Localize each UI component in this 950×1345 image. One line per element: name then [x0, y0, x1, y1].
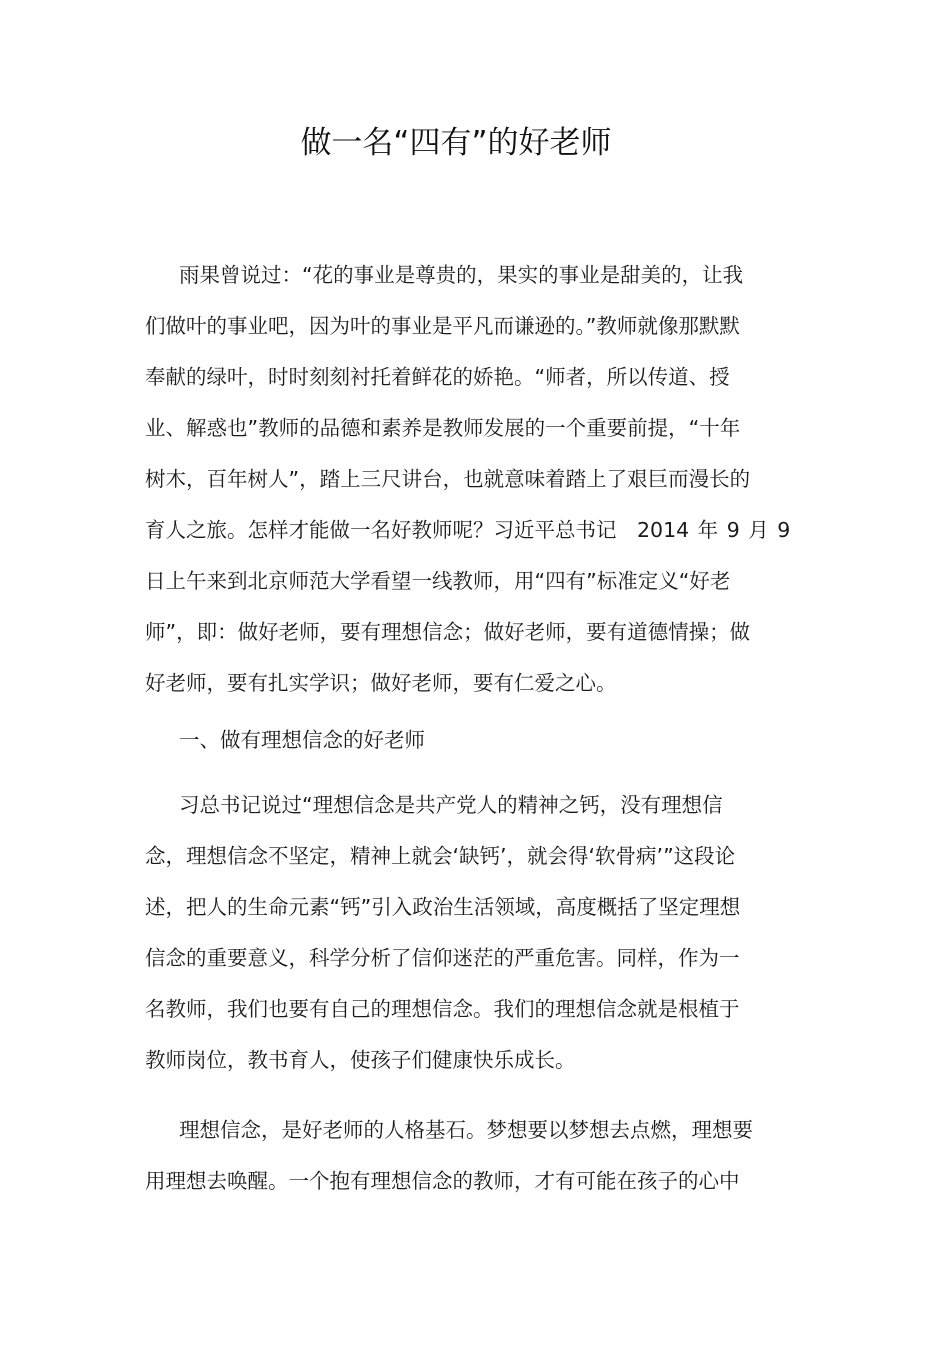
paragraph-line: 用理想去唤醒。一个抱有理想信念的教师，才有可能在孩子的心中 [145, 1169, 740, 1193]
paragraph-line: 信念的重要意义，科学分析了信仰迷茫的严重危害。同样，作为一 [145, 946, 740, 970]
paragraph-ideals [145, 1105, 825, 1207]
paragraph-line: 日上午来到北京师范大学看望一线教师，用“四有”标准定义“好老 [145, 569, 731, 593]
paragraph-line: 教师岗位，教书育人，使孩子们健康快乐成长。 [145, 1048, 576, 1072]
paragraph-line: 奉献的绿叶，时时刻刻衬托着鲜花的娇艳。“师者，所以传道、授 [145, 365, 730, 389]
paragraph-line: 理想信念，是好老师的人格基石。梦想要以梦想去点燃，理想要 [179, 1118, 753, 1142]
paragraph-line: 习总书记说过“理想信念是共产党人的精神之钙，没有理想信 [179, 793, 723, 817]
paragraph-line: 育人之旅。怎样才能做一名好教师呢？习近平总书记 2014 年 9 月 9 [145, 518, 791, 542]
paragraph-line: 业、解惑也”教师的品德和素养是教师发展的一个重要前提，“十年 [145, 416, 741, 440]
paragraph-intro [145, 250, 825, 709]
paragraph-line: 述，把人的生命元素“钙”引入政治生活领域，高度概括了坚定理想 [145, 895, 741, 919]
paragraph-line: 念，理想信念不坚定，精神上就会‘缺钙’，就会得‘软骨病’”这段论 [145, 844, 736, 868]
paragraph-line: 雨果曾说过：“花的事业是尊贵的，果实的事业是甜美的，让我 [179, 263, 744, 287]
paragraph-section-one [145, 780, 825, 1086]
section-heading [145, 715, 825, 766]
paragraph-line: 好老师，要有扎实学识；做好老师，要有仁爱之心。 [145, 671, 617, 695]
section-heading-text: 一、做有理想信念的好老师 [179, 728, 425, 752]
paragraph-line: 们做叶的事业吧，因为叶的事业是平凡而谦逊的。”教师就像那默默 [145, 314, 740, 338]
paragraph-line: 树木，百年树人”，踏上三尺讲台，也就意味着踏上了艰巨而漫长的 [145, 467, 751, 491]
paragraph-line: 师”，即：做好老师，要有理想信念；做好老师，要有道德情操；做 [145, 620, 751, 644]
document-title: 做一名“四有”的好老师 [300, 125, 612, 161]
paragraph-line: 名教师，我们也要有自己的理想信念。我们的理想信念就是根植于 [145, 997, 740, 1021]
